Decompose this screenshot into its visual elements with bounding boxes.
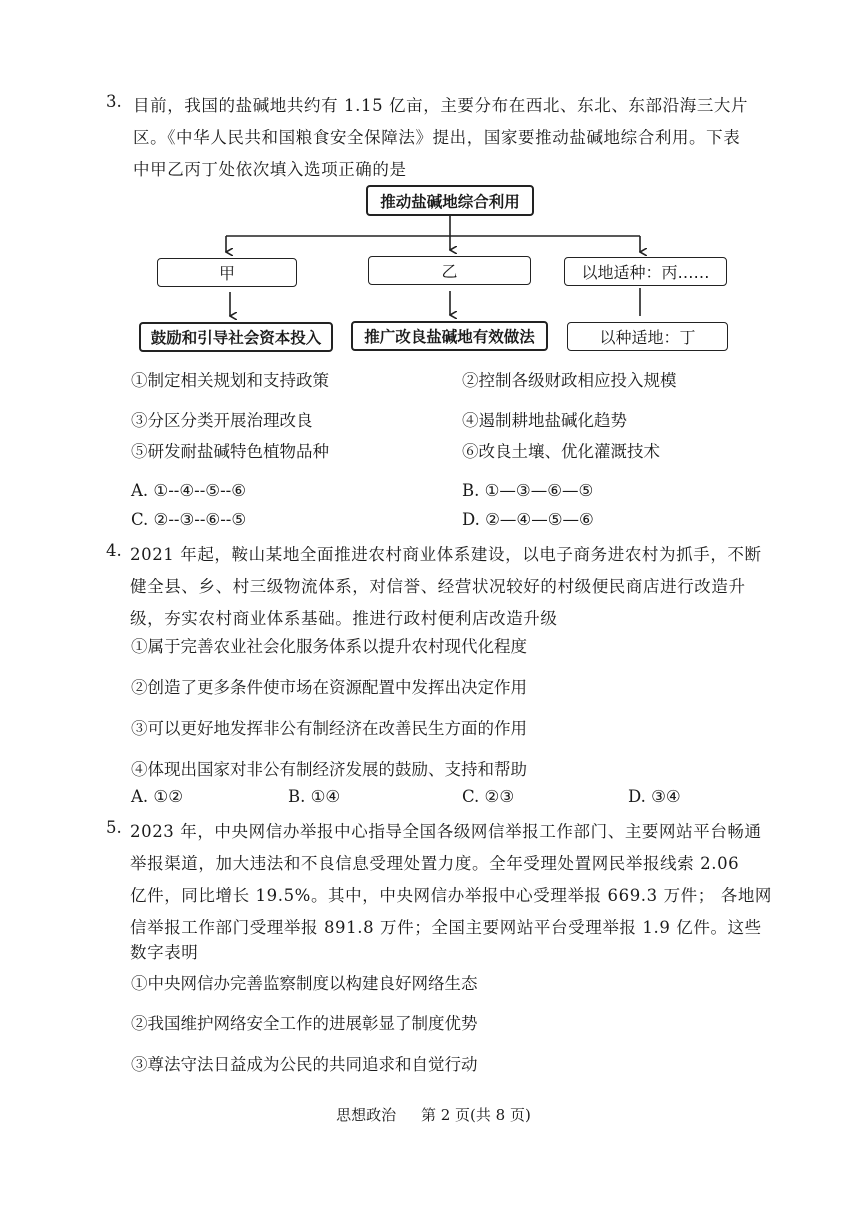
q3-choice-c[interactable]: C. ②--③--⑥--⑤ [131, 510, 247, 529]
q5-item-2: ②我国维护网络安全工作的进展彰显了制度优势 [131, 1014, 478, 1033]
footer-subject: 思想政治 [336, 1106, 397, 1124]
q5-item-1: ①中央网信办完善监察制度以构建良好网络生态 [131, 974, 478, 993]
q3-item-3: ③分区分类开展治理改良 [131, 411, 313, 430]
q5-stem-line-2: 举报渠道，加大违法和不良信息受理处置力度。全年受理处置网民举报线索 2.06 [130, 854, 740, 873]
q3-choice-d[interactable]: D. ②—④—⑤—⑥ [462, 510, 594, 529]
q3-item-2: ②控制各级财政相应投入规模 [462, 371, 677, 390]
q4-stem-line-2: 健全县、乡、村三级物流体系，对信誉、经营状况较好的村级便民商店进行改造升 [130, 577, 746, 596]
diagram-bottom-mid-box: 推广改良盐碱地有效做法 [351, 321, 548, 351]
q4-number: 4. [106, 541, 122, 560]
diagram-jia-box: 甲 [157, 258, 297, 287]
q4-choice-a[interactable]: A. ①② [131, 787, 183, 806]
q4-item-4: ④体现出国家对非公有制经济发展的鼓励、支持和帮助 [131, 760, 527, 779]
q3-stem-line-1: 目前，我国的盐碱地共约有 1.15 亿亩，主要分布在西北、东北、东部沿海三大片 [133, 96, 749, 115]
q4-choice-d[interactable]: D. ③④ [628, 787, 681, 806]
q3-item-4: ④遏制耕地盐碱化趋势 [462, 411, 627, 430]
q4-stem-line-1: 2021 年起，鞍山某地全面推进农村商业体系建设，以电子商务进农村为抓手，不断 [130, 545, 762, 564]
q5-stem-line-4: 信举报工作部门受理举报 891.8 万件；全国主要网站平台受理举报 1.9 亿件。这些 [130, 918, 762, 937]
q4-item-2: ②创造了更多条件使市场在资源配置中发挥出决定作用 [131, 678, 527, 697]
q4-item-1: ①属于完善农业社会化服务体系以提升农村现代化程度 [131, 637, 527, 656]
q3-stem-line-2: 区。《中华人民共和国粮食安全保障法》提出，国家要推动盐碱地综合利用。下表 [133, 128, 741, 147]
q5-stem-line-3: 亿件，同比增长 19.5%。其中，中央网信办举报中心受理举报 669.3 万件； 各地网 [130, 886, 773, 905]
q4-item-3: ③可以更好地发挥非公有制经济在改善民生方面的作用 [131, 719, 527, 738]
footer-page-number: 第 2 页(共 8 页) [420, 1106, 531, 1124]
q3-item-6: ⑥改良土壤、优化灌溉技术 [462, 442, 660, 461]
q4-stem-line-3: 级，夯实农村商业体系基础。推进行政村便利店改造升级 [130, 609, 558, 628]
q3-item-5: ⑤研发耐盐碱特色植物品种 [131, 442, 329, 461]
diagram-bing-box: 以地适种：丙…… [564, 257, 727, 286]
q4-choice-c[interactable]: C. ②③ [462, 787, 515, 806]
diagram-ding-box: 以种适地：丁 [567, 322, 728, 351]
q5-stem-line-1: 2023 年，中央网信办举报中心指导全国各级网信举报工作部门、主要网站平台畅通 [130, 822, 762, 841]
q5-item-3: ③尊法守法日益成为公民的共同追求和自觉行动 [131, 1055, 478, 1074]
q5-number: 5. [106, 818, 122, 837]
q4-choice-b[interactable]: B. ①④ [288, 787, 341, 806]
diagram-bottom-left-box: 鼓励和引导社会资本投入 [139, 322, 333, 352]
page-footer [0, 1104, 867, 1125]
q5-stem-line-5: 数字表明 [130, 943, 199, 962]
q3-choice-a[interactable]: A. ①--④--⑤--⑥ [131, 481, 247, 500]
q3-stem-line-3: 中甲乙丙丁处依次填入选项正确的是 [133, 160, 407, 179]
q3-number: 3. [106, 92, 122, 111]
diagram-root-box: 推动盐碱地综合利用 [366, 185, 534, 216]
diagram-yi-box: 乙 [368, 256, 531, 285]
q3-item-1: ①制定相关规划和支持政策 [131, 371, 329, 390]
q3-choice-b[interactable]: B. ①—③—⑥—⑤ [462, 481, 594, 500]
